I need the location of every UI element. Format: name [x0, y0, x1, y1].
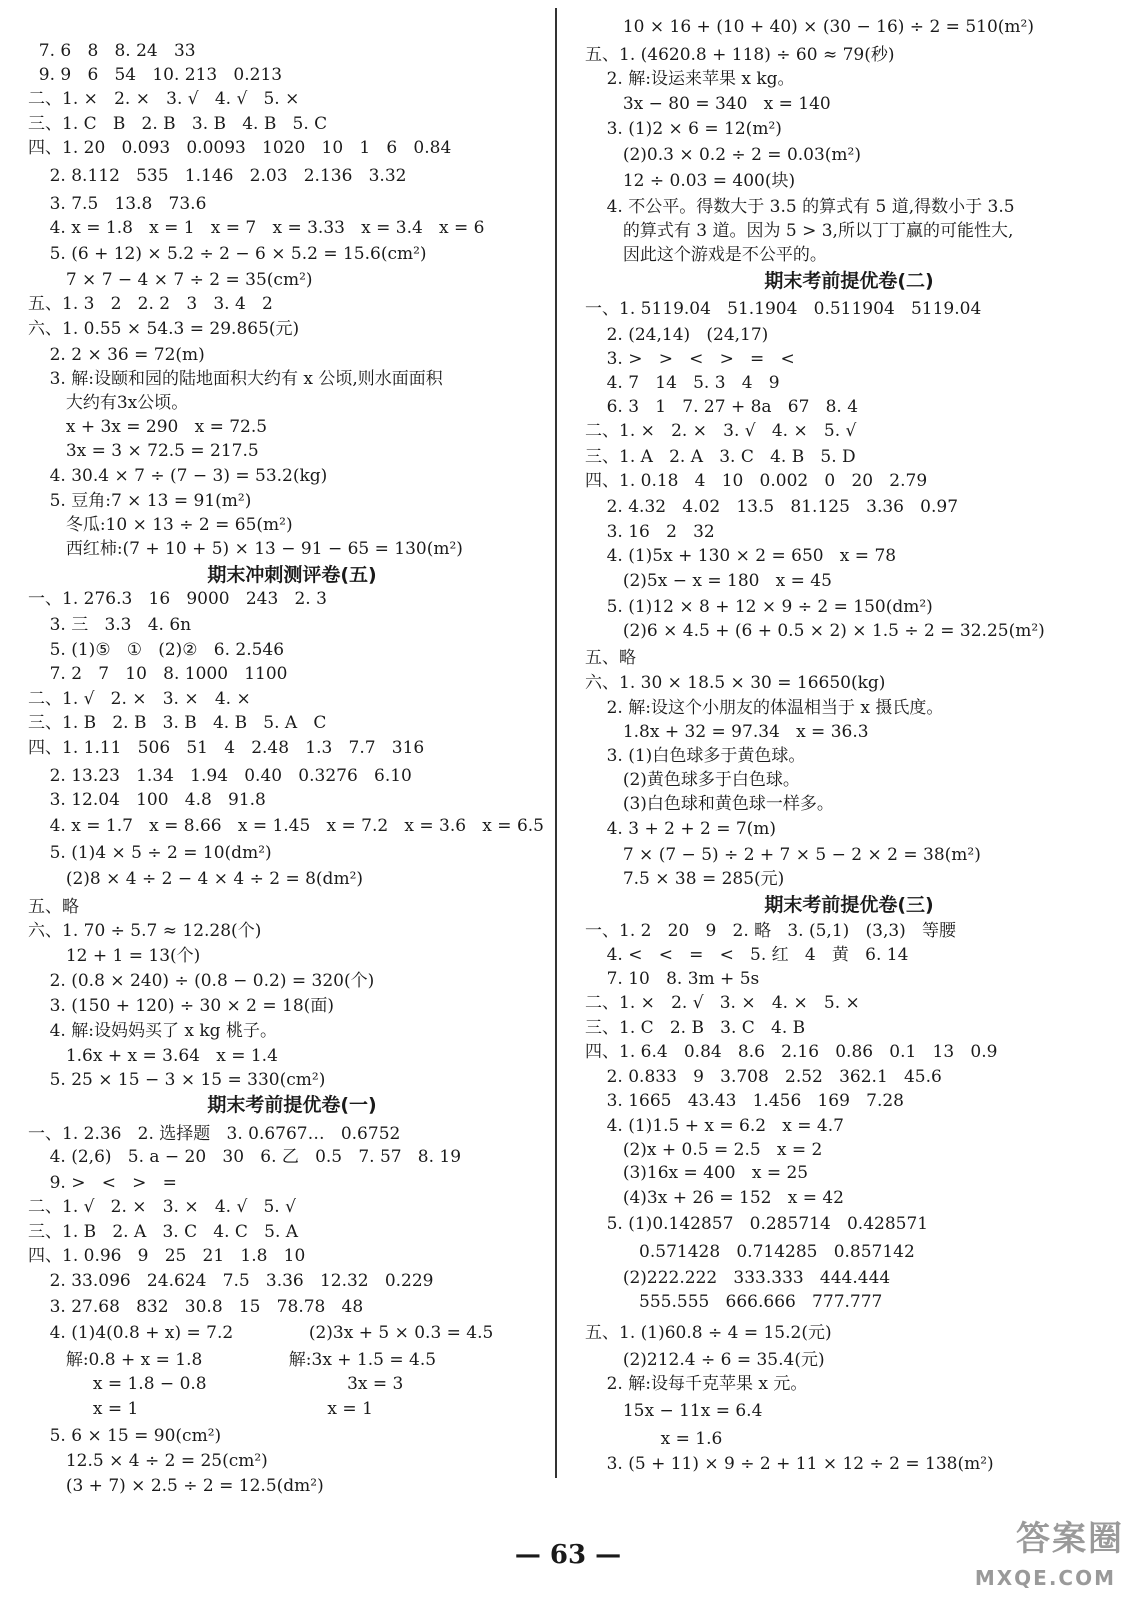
answer-line: 2. 0.833 9 3.708 2.52 362.1 45.6: [585, 1067, 942, 1087]
answer-line: (2)6 × 4.5 + (6 + 0.5 × 2) × 1.5 ÷ 2 = 32.25(m²): [585, 621, 1045, 641]
answer-line: 2. 解:设每千克苹果 x 元。: [585, 1374, 808, 1394]
answer-line: 一、1. 5119.04 51.1904 0.511904 5119.04: [585, 299, 982, 319]
answer-line: 4. 3 + 2 + 2 = 7(m): [585, 819, 777, 839]
answer-line: 一、1. 276.3 16 9000 243 2. 3: [28, 589, 327, 609]
answer-line: 3. (150 + 120) ÷ 30 × 2 = 18(面): [28, 996, 334, 1016]
answer-line: 五、略: [585, 648, 636, 668]
answer-line: 四、1. 0.96 9 25 21 1.8 10: [28, 1246, 306, 1266]
answer-line: 3x = 3 × 72.5 = 217.5: [28, 441, 259, 461]
answer-line: 2. 解:设运来苹果 x kg。: [585, 69, 795, 89]
answer-line: 5. (6 + 12) × 5.2 ÷ 2 − 6 × 5.2 = 15.6(cm²): [28, 244, 427, 264]
answer-line: 4. 7 14 5. 3 4 9: [585, 373, 780, 393]
answer-line: 4. (1)5x + 130 × 2 = 650 x = 78: [585, 546, 897, 566]
answer-line: 大约有3x公顷。: [28, 393, 189, 413]
answer-line: 2. (24,14) (24,17): [585, 325, 769, 345]
answer-line: 二、1. × 2. × 3. √ 4. √ 5. ×: [28, 89, 300, 109]
answer-line: 9. 9 6 54 10. 213 0.213: [28, 65, 283, 85]
answer-line: 5. 6 × 15 = 90(cm²): [28, 1426, 222, 1446]
answer-line: 三、1. B 2. A 3. C 4. C 5. A: [28, 1222, 299, 1242]
answer-line: 一、1. 2.36 2. 选择题 3. 0.6767… 0.6752: [28, 1124, 401, 1144]
answer-line: 三、1. C B 2. B 3. B 4. B 5. C: [28, 114, 328, 134]
answer-line: 3x − 80 = 340 x = 140: [585, 94, 831, 114]
answer-line: 五、1. 3 2 2. 2 3 3. 4 2: [28, 294, 273, 314]
answer-line: (2)212.4 ÷ 6 = 35.4(元): [585, 1350, 825, 1370]
answer-line: 12.5 × 4 ÷ 2 = 25(cm²): [28, 1451, 268, 1471]
answer-line: 7 × (7 − 5) ÷ 2 + 7 × 5 − 2 × 2 = 38(m²): [585, 845, 981, 865]
answer-line: 7.5 × 38 = 285(元): [585, 869, 785, 889]
answer-line: 12 + 1 = 13(个): [28, 946, 201, 966]
answer-line: 四、1. 20 0.093 0.0093 1020 10 1 6 0.84: [28, 138, 452, 158]
answer-line: 2. 8.112 535 1.146 2.03 2.136 3.32: [28, 166, 407, 186]
answer-line: 2. 2 × 36 = 72(m): [28, 345, 205, 365]
answer-line: 5. (1)⑤ ① (2)② 6. 2.546: [28, 640, 285, 660]
answer-line: 4. 不公平。得数大于 3.5 的算式有 5 道,得数小于 3.5: [585, 197, 1015, 217]
answer-line: 3. (1)白色球多于黄色球。: [585, 746, 806, 766]
answer-line: 7 × 7 − 4 × 7 ÷ 2 = 35(cm²): [28, 270, 313, 290]
section-heading: 期末冲刺测评卷(五): [207, 564, 377, 586]
answer-line: (2)222.222 333.333 444.444: [585, 1268, 891, 1288]
answer-line: 二、1. √ 2. × 3. × 4. √ 5. √: [28, 1197, 296, 1217]
section-heading: 期末考前提优卷(一): [207, 1094, 377, 1116]
answer-line: 1.8x + 32 = 97.34 x = 36.3: [585, 722, 869, 742]
answer-line: 3. 1665 43.43 1.456 169 7.28: [585, 1091, 904, 1111]
answer-line: 2. 4.32 4.02 13.5 81.125 3.36 0.97: [585, 497, 959, 517]
answer-line: x + 3x = 290 x = 72.5: [28, 417, 268, 437]
answer-line: 四、1. 0.18 4 10 0.002 0 20 2.79: [585, 471, 928, 491]
answer-line: 4. x = 1.8 x = 1 x = 7 x = 3.33 x = 3.4 x = 6: [28, 218, 485, 238]
answer-line: 4. x = 1.7 x = 8.66 x = 1.45 x = 7.2 x = 3.6 x = 6.5: [28, 816, 544, 836]
answer-line: x = 1.6: [585, 1429, 723, 1449]
answer-line: 二、1. × 2. √ 3. × 4. × 5. ×: [585, 993, 860, 1013]
answer-line: 12 ÷ 0.03 = 400(块): [585, 171, 796, 191]
answer-line: x = 1 x = 1: [28, 1399, 373, 1419]
answer-line: 二、1. × 2. × 3. √ 4. × 5. √: [585, 421, 857, 441]
answer-line: 3. 三 3.3 4. 6n: [28, 615, 192, 635]
answer-line: 西红柿:(7 + 10 + 5) × 13 − 91 − 65 = 130(m²): [28, 539, 463, 559]
answer-line: 五、1. (4620.8 + 118) ÷ 60 ≈ 79(秒): [585, 45, 895, 65]
answer-line: (2)5x − x = 180 x = 45: [585, 571, 832, 591]
answer-line: 7. 6 8 8. 24 33: [28, 41, 196, 61]
answer-line: 五、1. (1)60.8 ÷ 4 = 15.2(元): [585, 1323, 832, 1343]
answer-line: 7. 2 7 10 8. 1000 1100: [28, 664, 288, 684]
answer-line: 一、1. 2 20 9 2. 略 3. (5,1) (3,3) 等腰: [585, 921, 957, 941]
answer-line: 六、1. 70 ÷ 5.7 ≈ 12.28(个): [28, 921, 262, 941]
answer-line: 的算式有 3 道。因为 5 > 3,所以丁丁赢的可能性大,: [585, 221, 1014, 241]
answer-line: 5. (1)4 × 5 ÷ 2 = 10(dm²): [28, 843, 272, 863]
answer-line: 五、略: [28, 897, 79, 917]
answer-line: 3. 7.5 13.8 73.6: [28, 194, 207, 214]
answer-line: 3. (1)2 × 6 = 12(m²): [585, 119, 782, 139]
answer-line: (4)3x + 26 = 152 x = 42: [585, 1188, 844, 1208]
answer-line: (2)8 × 4 ÷ 2 − 4 × 4 ÷ 2 = 8(dm²): [28, 869, 364, 889]
answer-line: 冬瓜:10 × 13 ÷ 2 = 65(m²): [28, 515, 293, 535]
answer-line: 二、1. √ 2. × 3. × 4. ×: [28, 689, 251, 709]
answer-line: 四、1. 1.11 506 51 4 2.48 1.3 7.7 316: [28, 738, 425, 758]
answer-line: (3)白色球和黄色球一样多。: [585, 794, 834, 814]
answer-line: 2. 13.23 1.34 1.94 0.40 0.3276 6.10: [28, 766, 412, 786]
answer-line: 三、1. A 2. A 3. C 4. B 5. D: [585, 447, 856, 467]
answer-line: 3. 12.04 100 4.8 91.8: [28, 790, 266, 810]
answer-line: 4. < < = < 5. 红 4 黄 6. 14: [585, 945, 909, 965]
answer-line: 5. (1)0.142857 0.285714 0.428571: [585, 1214, 929, 1234]
answer-line: 四、1. 6.4 0.84 8.6 2.16 0.86 0.1 13 0.9: [585, 1042, 998, 1062]
section-heading: 期末考前提优卷(三): [764, 894, 934, 916]
answer-line: 4. (1)4(0.8 + x) = 7.2 (2)3x + 5 × 0.3 = 4.5: [28, 1323, 494, 1343]
answer-line: (2)黄色球多于白色球。: [585, 770, 800, 790]
answer-line: 1.6x + x = 3.64 x = 1.4: [28, 1046, 278, 1066]
answer-line: 3. > > < > = <: [585, 349, 795, 369]
answer-line: 2. 解:设这个小朋友的体温相当于 x 摄氏度。: [585, 698, 944, 718]
answer-line: x = 1.8 − 0.8 3x = 3: [28, 1374, 404, 1394]
answer-line: 2. (0.8 × 240) ÷ (0.8 − 0.2) = 320(个): [28, 971, 375, 991]
answer-line: 4. (2,6) 5. a − 20 30 6. 乙 0.5 7. 57 8. 19: [28, 1147, 462, 1167]
answer-line: 2. 33.096 24.624 7.5 3.36 12.32 0.229: [28, 1271, 434, 1291]
answer-line: 因此这个游戏是不公平的。: [585, 245, 827, 265]
watermark-logo-text: 答案圈: [1016, 1519, 1124, 1559]
answer-line: 5. 豆角:7 × 13 = 91(m²): [28, 491, 252, 511]
answer-line: 4. (1)1.5 + x = 6.2 x = 4.7: [585, 1116, 844, 1136]
answer-line: 0.571428 0.714285 0.857142: [585, 1242, 915, 1262]
answer-line: 10 × 16 + (10 + 40) × (30 − 16) ÷ 2 = 510(m²): [585, 17, 1034, 37]
answer-line: 4. 解:设妈妈买了 x kg 桃子。: [28, 1021, 277, 1041]
answer-line: 3. 27.68 832 30.8 15 78.78 48: [28, 1297, 364, 1317]
section-heading: 期末考前提优卷(二): [764, 270, 934, 292]
watermark-url: MXQE.COM: [974, 1566, 1116, 1590]
answer-line: 3. (5 + 11) × 9 ÷ 2 + 11 × 12 ÷ 2 = 138(m²): [585, 1454, 994, 1474]
answer-line: 5. (1)12 × 8 + 12 × 9 ÷ 2 = 150(dm²): [585, 597, 933, 617]
answer-line: (3)16x = 400 x = 25: [585, 1163, 809, 1183]
answer-line: 15x − 11x = 6.4: [585, 1401, 763, 1421]
answer-line: 4. 30.4 × 7 ÷ (7 − 3) = 53.2(kg): [28, 466, 328, 486]
answer-line: 6. 3 1 7. 27 + 8a 67 8. 4: [585, 397, 859, 417]
answer-line: 三、1. B 2. B 3. B 4. B 5. A C: [28, 713, 327, 733]
answer-line: 9. > < > =: [28, 1173, 177, 1193]
page-number: — 63 —: [514, 1540, 622, 1570]
answer-line: 3. 16 2 32: [585, 522, 715, 542]
answer-line: (2)x + 0.5 = 2.5 x = 2: [585, 1140, 823, 1160]
column-divider: [555, 8, 557, 1478]
answer-line: 六、1. 0.55 × 54.3 = 29.865(元): [28, 319, 300, 339]
answer-line: 六、1. 30 × 18.5 × 30 = 16650(kg): [585, 673, 886, 693]
answer-line: 7. 10 8. 3m + 5s: [585, 969, 760, 989]
answer-line: 5. 25 × 15 − 3 × 15 = 330(cm²): [28, 1070, 326, 1090]
answer-line: 555.555 666.666 777.777: [585, 1292, 883, 1312]
answer-line: 解:0.8 + x = 1.8 解:3x + 1.5 = 4.5: [28, 1350, 437, 1370]
answer-line: (3 + 7) × 2.5 ÷ 2 = 12.5(dm²): [28, 1476, 324, 1496]
answer-line: (2)0.3 × 0.2 ÷ 2 = 0.03(m²): [585, 145, 862, 165]
answer-line: 三、1. C 2. B 3. C 4. B: [585, 1018, 806, 1038]
answer-line: 3. 解:设颐和园的陆地面积大约有 x 公顷,则水面面积: [28, 369, 443, 389]
